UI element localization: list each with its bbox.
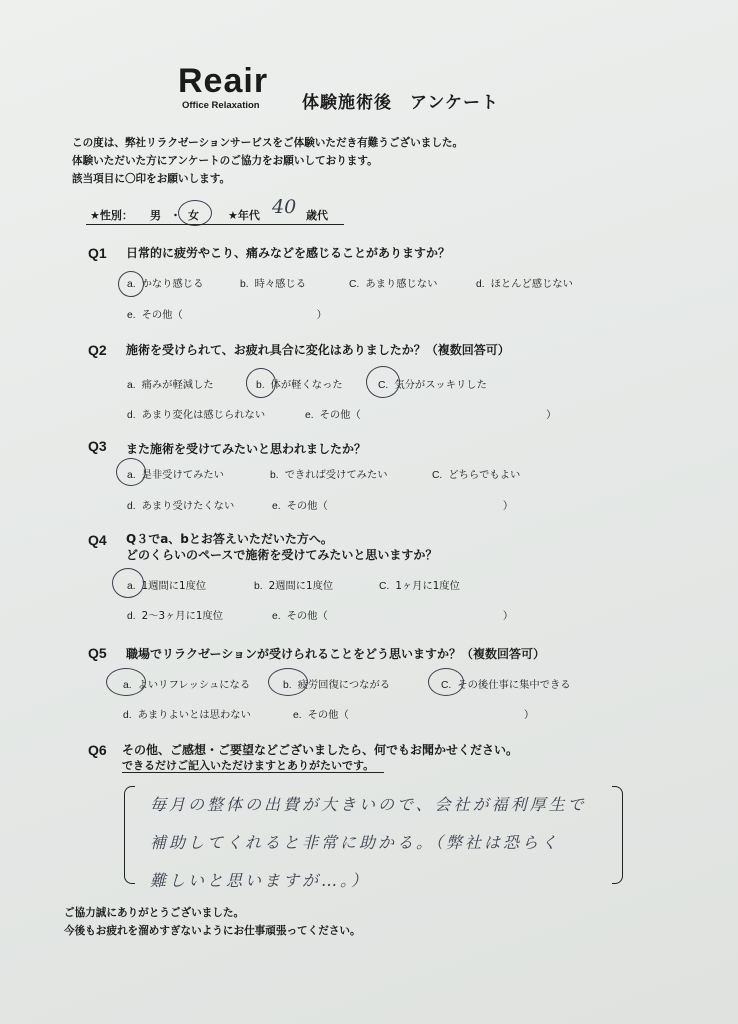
gender-separator: ・ xyxy=(170,209,181,222)
q5-answer-circle-c xyxy=(428,668,464,696)
q5-option-a: a. よいリフレッシュになる xyxy=(123,679,251,691)
q3-text: また施術を受けてみたいと思われましたか？ xyxy=(126,442,367,456)
intro-line-1: この度は、弊社リラクゼーションサービスをご体験いただき有難うございました。 xyxy=(72,137,464,149)
q5-answer-circle-a xyxy=(106,668,146,696)
q2-option-e: e. その他（ ） xyxy=(305,409,557,421)
q4-text-line-1: Q３でa、bとお答えいただいた方へ。 xyxy=(126,532,333,546)
q3-option-b: b. できれば受けてみたい xyxy=(270,469,388,481)
footer-line-1: ご協力誠にありがとうございました。 xyxy=(64,907,245,919)
q3-option-a: a. 是非受けてみたい xyxy=(127,469,224,481)
profile-underline xyxy=(86,224,344,225)
q3-option-e: e. その他（ ） xyxy=(272,500,514,512)
q5-option-e: e. その他（ ） xyxy=(293,709,535,721)
q2-number: Q2 xyxy=(88,342,107,358)
q3-answer-circle xyxy=(116,458,146,486)
q5-option-c: C. その後仕事に集中できる xyxy=(441,679,571,691)
q1-text: 日常的に疲労やこり、痛みなどを感じることがありますか？ xyxy=(126,246,451,260)
q1-option-e: e. その他（ ） xyxy=(127,309,327,321)
q2-option-d: d. あまり変化は感じられない xyxy=(127,409,266,421)
q5-answer-circle-b xyxy=(268,668,308,696)
q2-text: 施術を受けられて、お疲れ具合に変化はありましたか？（複数回答可） xyxy=(126,343,510,357)
q5-option-d: d. あまりよいとは思わない xyxy=(123,709,251,721)
age-label: ★年代 xyxy=(228,209,260,222)
gender-label: ★性別： xyxy=(90,209,133,222)
q2-option-b: b. 体が軽くなった xyxy=(256,379,343,391)
gender-female: 女 xyxy=(188,209,199,222)
q1-option-d: d. ほとんど感じない xyxy=(476,278,573,290)
q5-option-b: b. 疲労回復につながる xyxy=(283,679,391,691)
q2-answer-circle-b xyxy=(246,368,276,398)
q2-answer-circle-c xyxy=(366,366,400,398)
age-suffix: 歳代 xyxy=(306,209,328,222)
comment-bracket-right xyxy=(612,786,623,884)
comment-handwritten-line-3: 難しいと思いますが…。） xyxy=(150,871,371,890)
q4-text-line-2: どのくらいのペースで施術を受けてみたいと思いますか？ xyxy=(126,548,438,562)
q5-number: Q5 xyxy=(88,645,107,661)
gender-male: 男 xyxy=(150,209,161,222)
comment-handwritten-line-1: 毎月の整体の出費が大きいので、会社が福利厚生で xyxy=(150,795,587,814)
q6-underline xyxy=(122,772,384,773)
q2-option-a: a. 痛みが軽減した xyxy=(127,379,214,391)
q1-option-b: b. 時々感じる xyxy=(240,278,307,290)
survey-title: 体験施術後 アンケート xyxy=(302,93,499,113)
intro-line-2: 体験いただいた方にアンケートのご協力をお願いしております。 xyxy=(72,155,378,167)
brand-logo: Reair xyxy=(178,62,269,100)
q4-option-b: b. 2週間に1度位 xyxy=(254,580,334,592)
gender-answer-circle xyxy=(178,200,212,226)
age-value-handwritten: 40 xyxy=(272,196,297,218)
q5-text: 職場でリラクゼーションが受けられることをどう思いますか？（複数回答可） xyxy=(126,647,546,661)
q3-number: Q3 xyxy=(88,438,107,454)
q3-option-c: C. どちらでもよい xyxy=(432,469,521,481)
q1-option-a: a. かなり感じる xyxy=(127,278,204,290)
q1-option-c: C. あまり感じない xyxy=(349,278,438,290)
q4-option-c: C. 1ヶ月に1度位 xyxy=(379,580,460,592)
q1-answer-circle xyxy=(118,271,144,297)
q6-number: Q6 xyxy=(88,742,107,758)
q1-number: Q1 xyxy=(88,245,107,261)
q3-option-d: d. あまり受けたくない xyxy=(127,500,235,512)
q4-option-d: d. 2～3ヶ月に1度位 xyxy=(127,610,224,622)
q4-number: Q4 xyxy=(88,532,107,548)
q2-option-c: C. 気分がスッキリした xyxy=(378,379,487,391)
q4-answer-circle xyxy=(112,568,144,598)
comment-bracket-left xyxy=(124,786,135,884)
brand-tagline: Office Relaxation xyxy=(182,100,260,111)
q4-option-e: e. その他（ ） xyxy=(272,610,514,622)
comment-handwritten-line-2: 補助してくれると非常に助かる。（弊社は恐らく xyxy=(150,833,561,852)
q6-text-line-1: その他、ご感想・ご要望などございましたら、何でもお聞かせください。 xyxy=(122,743,519,757)
q6-text-line-2: できるだけご記入いただけますとありがたいです。 xyxy=(122,759,375,772)
q4-option-a: a. 1週間に1度位 xyxy=(127,580,207,592)
footer-line-2: 今後もお疲れを溜めすぎないようにお仕事頑張ってください。 xyxy=(64,925,361,937)
intro-line-3: 該当項目に〇印をお願いします。 xyxy=(72,173,231,185)
